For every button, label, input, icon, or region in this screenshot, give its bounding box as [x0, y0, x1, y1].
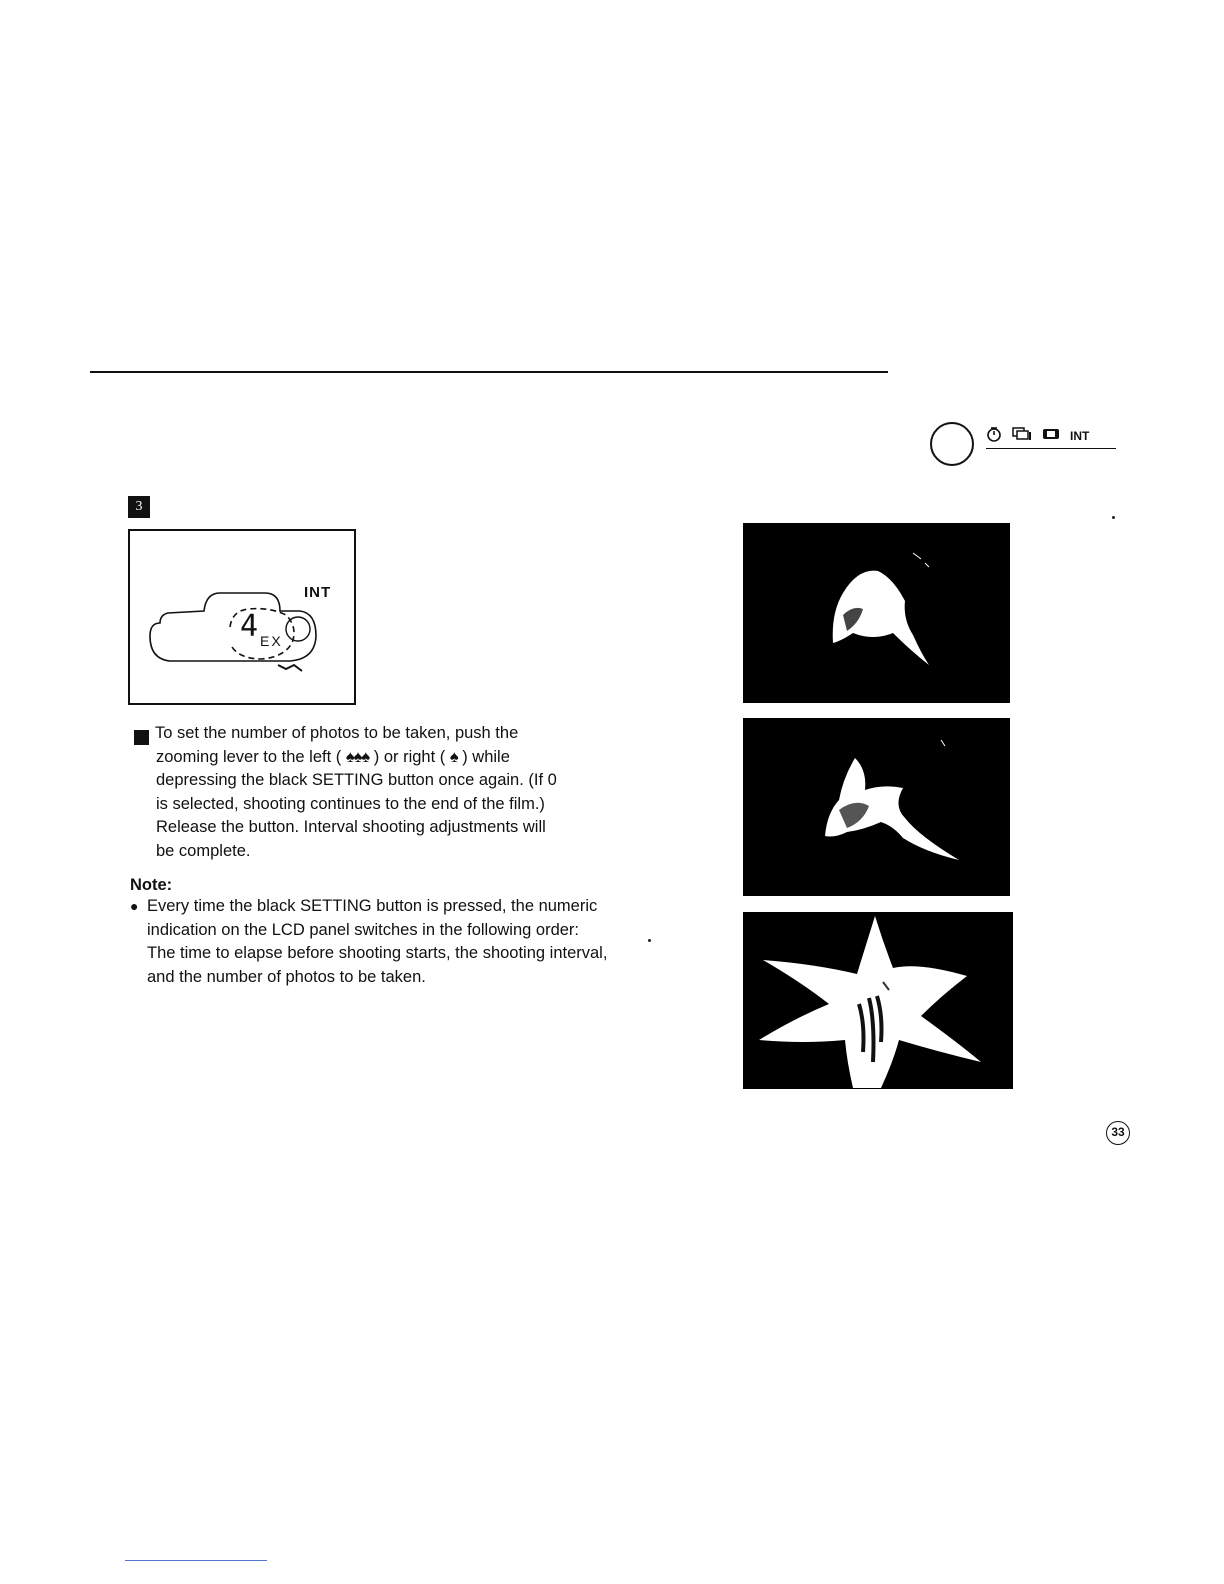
instruction-text-2a: zooming lever to the left ( [156, 747, 342, 766]
flower-photo-2 [743, 718, 1010, 896]
note-list [130, 895, 610, 989]
lcd-illustration [128, 529, 356, 705]
tele-tree-icon: ♠ [449, 747, 458, 766]
flower-photo-1 [743, 523, 1010, 703]
inline-step-badge: 3 [134, 730, 149, 745]
mode-icon-row [986, 426, 1089, 445]
instruction-line-3: depressing the black SETTING button once again. (If 0 [156, 771, 557, 790]
multi-exposure-icon [1042, 427, 1060, 444]
instruction-line-6: be complete. [156, 841, 251, 860]
flower-photo-3 [743, 912, 1013, 1089]
lcd-unit: EX [260, 633, 283, 649]
step-badge: 3 [128, 496, 150, 518]
mode-circle-icon [930, 422, 974, 466]
mode-underline [986, 448, 1116, 449]
instruction-text-1: To set the number of photos to be taken, push the [155, 724, 519, 742]
instruction-line-5: Release the button. Interval shooting adjustments will [156, 818, 546, 837]
page-number: 33 [1106, 1121, 1130, 1145]
continuous-shooting-icon [1012, 427, 1032, 444]
lcd-digit: 4 [240, 609, 259, 644]
scan-speck [1112, 516, 1115, 519]
instructions [128, 722, 604, 864]
instruction-line-1 [128, 722, 604, 746]
instruction-text-2c: ) while [462, 747, 510, 766]
note-item [130, 895, 610, 989]
bullet-icon: ● [130, 898, 139, 914]
instruction-line-4: is selected, shooting continues to the end of the film.) [156, 794, 545, 813]
lcd-int-label: INT [304, 584, 332, 601]
scan-speck [648, 939, 651, 942]
mode-header [930, 422, 1120, 472]
top-rule [90, 371, 888, 373]
mode-int-label: INT [1070, 428, 1090, 443]
self-timer-icon [986, 426, 1002, 445]
note-item-text: Every time the black SETTING button is pressed, the numeric indication on the LCD panel switches in the following order: The time to elapse before shooting starts, the shooting interval, and the number of photos to be taken. [147, 897, 608, 986]
wide-trees-icon: ♠♠♠ [345, 747, 370, 766]
instruction-line-2 [134, 746, 604, 770]
bottom-link-line [125, 1560, 267, 1561]
instruction-text-2b: ) or right ( [373, 747, 446, 766]
note-title: Note: [130, 876, 173, 894]
